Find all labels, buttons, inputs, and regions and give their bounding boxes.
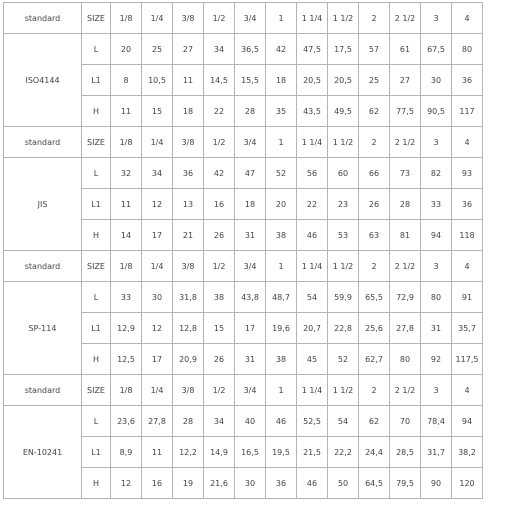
standard-header-cell: standard [4, 127, 82, 158]
dimension-value-cell: 12,9 [111, 313, 142, 344]
dimension-value-cell: 92 [421, 344, 452, 375]
dimension-label-cell: H [82, 96, 111, 127]
dimension-value-cell: 36 [173, 158, 204, 189]
table-wrapper [3, 2, 483, 499]
dimension-value-cell: 11 [142, 437, 173, 468]
dimension-value-cell: 20,9 [173, 344, 204, 375]
dimension-value-cell: 52 [266, 158, 297, 189]
table-row [4, 34, 483, 65]
dimension-label-cell: L1 [82, 189, 111, 220]
dimension-value-cell: 43,5 [297, 96, 328, 127]
dimension-value-cell: 14,5 [204, 65, 235, 96]
dimension-value-cell: 22 [204, 96, 235, 127]
size-value-cell: 4 [452, 3, 483, 34]
size-value-cell: 1 1/4 [297, 251, 328, 282]
size-value-cell: 1 1/4 [297, 127, 328, 158]
size-value-cell: 2 1/2 [390, 3, 421, 34]
dimension-value-cell: 30 [235, 468, 266, 499]
dimension-value-cell: 54 [328, 406, 359, 437]
dimension-value-cell: 11 [111, 189, 142, 220]
size-value-cell: 1 [266, 3, 297, 34]
dimension-value-cell: 47,5 [297, 34, 328, 65]
dimension-value-cell: 28 [390, 189, 421, 220]
dimension-value-cell: 50 [328, 468, 359, 499]
size-value-cell: 2 [359, 3, 390, 34]
dimension-value-cell: 65,5 [359, 282, 390, 313]
dimension-value-cell: 23 [328, 189, 359, 220]
dimension-value-cell: 34 [204, 406, 235, 437]
dimension-value-cell: 15,5 [235, 65, 266, 96]
size-value-cell: 1/8 [111, 251, 142, 282]
dimension-value-cell: 20,7 [297, 313, 328, 344]
dimension-value-cell: 32 [111, 158, 142, 189]
dimension-value-cell: 14,9 [204, 437, 235, 468]
dimension-value-cell: 31,8 [173, 282, 204, 313]
size-value-cell: 3/4 [235, 127, 266, 158]
size-value-cell: 1/4 [142, 3, 173, 34]
dimension-value-cell: 60 [328, 158, 359, 189]
dimension-value-cell: 8 [111, 65, 142, 96]
dimension-value-cell: 81 [390, 220, 421, 251]
dimension-value-cell: 28 [235, 96, 266, 127]
dimension-value-cell: 117 [452, 96, 483, 127]
dimension-value-cell: 11 [111, 96, 142, 127]
dimension-value-cell: 63 [359, 220, 390, 251]
dimension-label-cell: L1 [82, 313, 111, 344]
standard-name-cell: SP-114 [4, 282, 82, 375]
size-value-cell: 1/2 [204, 251, 235, 282]
size-value-cell: 2 1/2 [390, 127, 421, 158]
dimension-value-cell: 67,5 [421, 34, 452, 65]
dimension-value-cell: 36 [452, 65, 483, 96]
dimension-value-cell: 66 [359, 158, 390, 189]
dimension-value-cell: 42 [266, 34, 297, 65]
size-value-cell: 1/4 [142, 251, 173, 282]
dimension-value-cell: 49,5 [328, 96, 359, 127]
dimension-value-cell: 53 [328, 220, 359, 251]
dimension-value-cell: 31 [235, 220, 266, 251]
dimension-value-cell: 23,6 [111, 406, 142, 437]
size-value-cell: 1 1/4 [297, 375, 328, 406]
size-value-cell: 2 1/2 [390, 375, 421, 406]
dimension-value-cell: 20,5 [328, 65, 359, 96]
dimension-value-cell: 25,6 [359, 313, 390, 344]
size-value-cell: 4 [452, 127, 483, 158]
dimension-value-cell: 79,5 [390, 468, 421, 499]
dimension-value-cell: 16 [142, 468, 173, 499]
dimension-value-cell: 19 [173, 468, 204, 499]
size-value-cell: 3/8 [173, 251, 204, 282]
dimension-value-cell: 93 [452, 158, 483, 189]
size-value-cell: 3 [421, 3, 452, 34]
size-header-cell: SIZE [82, 127, 111, 158]
standard-header-cell: standard [4, 3, 82, 34]
dimension-value-cell: 18 [235, 189, 266, 220]
dimension-value-cell: 117,5 [452, 344, 483, 375]
size-value-cell: 1 [266, 127, 297, 158]
dimension-value-cell: 17 [142, 344, 173, 375]
dimension-value-cell: 21 [173, 220, 204, 251]
dimension-value-cell: 15 [142, 96, 173, 127]
dimension-value-cell: 26 [204, 344, 235, 375]
dimension-value-cell: 12 [111, 468, 142, 499]
size-value-cell: 2 [359, 375, 390, 406]
dimension-value-cell: 35,7 [452, 313, 483, 344]
dimension-value-cell: 13 [173, 189, 204, 220]
dimension-value-cell: 20 [111, 34, 142, 65]
dimension-value-cell: 43,8 [235, 282, 266, 313]
dimension-value-cell: 52,5 [297, 406, 328, 437]
dimension-value-cell: 42 [204, 158, 235, 189]
dimension-value-cell: 22,2 [328, 437, 359, 468]
dimension-value-cell: 38 [204, 282, 235, 313]
dimension-label-cell: L [82, 34, 111, 65]
size-value-cell: 3 [421, 375, 452, 406]
dimension-value-cell: 17 [235, 313, 266, 344]
size-value-cell: 1/8 [111, 127, 142, 158]
dimension-value-cell: 25 [142, 34, 173, 65]
dimension-value-cell: 82 [421, 158, 452, 189]
size-value-cell: 1 1/2 [328, 127, 359, 158]
dimension-value-cell: 28,5 [390, 437, 421, 468]
dimension-value-cell: 19,6 [266, 313, 297, 344]
dimension-value-cell: 12,5 [111, 344, 142, 375]
size-value-cell: 1 1/2 [328, 251, 359, 282]
dimension-value-cell: 22,8 [328, 313, 359, 344]
size-value-cell: 1/4 [142, 375, 173, 406]
size-value-cell: 3 [421, 251, 452, 282]
dimension-value-cell: 12,8 [173, 313, 204, 344]
dimension-value-cell: 26 [204, 220, 235, 251]
dimension-value-cell: 28 [173, 406, 204, 437]
size-value-cell: 1 1/2 [328, 375, 359, 406]
dimension-value-cell: 47 [235, 158, 266, 189]
size-header-row [4, 3, 483, 34]
dimension-value-cell: 62 [359, 406, 390, 437]
dimension-value-cell: 34 [204, 34, 235, 65]
size-value-cell: 1/2 [204, 127, 235, 158]
dimension-value-cell: 73 [390, 158, 421, 189]
dimension-value-cell: 30 [421, 65, 452, 96]
dimension-value-cell: 24,4 [359, 437, 390, 468]
dimension-label-cell: L [82, 282, 111, 313]
dimension-value-cell: 20 [266, 189, 297, 220]
size-value-cell: 1 1/4 [297, 3, 328, 34]
dimension-value-cell: 8,9 [111, 437, 142, 468]
dimension-value-cell: 11 [173, 65, 204, 96]
dimension-value-cell: 27 [390, 65, 421, 96]
dimension-value-cell: 12,2 [173, 437, 204, 468]
dimension-value-cell: 94 [421, 220, 452, 251]
dimension-value-cell: 27 [173, 34, 204, 65]
dimension-value-cell: 34 [142, 158, 173, 189]
dimension-value-cell: 45 [297, 344, 328, 375]
dimension-value-cell: 118 [452, 220, 483, 251]
dimension-value-cell: 17,5 [328, 34, 359, 65]
dimension-value-cell: 12 [142, 313, 173, 344]
dimension-value-cell: 56 [297, 158, 328, 189]
dimension-value-cell: 19,5 [266, 437, 297, 468]
dimension-label-cell: H [82, 468, 111, 499]
size-header-row [4, 127, 483, 158]
dimension-label-cell: L1 [82, 437, 111, 468]
dimension-value-cell: 22 [297, 189, 328, 220]
size-value-cell: 4 [452, 375, 483, 406]
standard-name-cell: ISO4144 [4, 34, 82, 127]
dimension-value-cell: 59,9 [328, 282, 359, 313]
dimension-value-cell: 36,5 [235, 34, 266, 65]
dimension-value-cell: 38 [266, 344, 297, 375]
size-value-cell: 3/4 [235, 3, 266, 34]
dimension-value-cell: 33 [421, 189, 452, 220]
dimension-value-cell: 18 [266, 65, 297, 96]
dimension-value-cell: 30 [142, 282, 173, 313]
size-value-cell: 1 [266, 375, 297, 406]
size-value-cell: 1/8 [111, 3, 142, 34]
dimension-value-cell: 46 [297, 468, 328, 499]
dimension-value-cell: 31 [235, 344, 266, 375]
dimension-value-cell: 77,5 [390, 96, 421, 127]
size-value-cell: 4 [452, 251, 483, 282]
dimension-value-cell: 21,5 [297, 437, 328, 468]
size-value-cell: 2 [359, 127, 390, 158]
dimension-value-cell: 62 [359, 96, 390, 127]
dimension-value-cell: 15 [204, 313, 235, 344]
size-value-cell: 1 [266, 251, 297, 282]
dimension-value-cell: 36 [266, 468, 297, 499]
size-value-cell: 3/8 [173, 127, 204, 158]
dimension-value-cell: 46 [297, 220, 328, 251]
standard-header-cell: standard [4, 375, 82, 406]
dimension-value-cell: 12 [142, 189, 173, 220]
dimension-value-cell: 120 [452, 468, 483, 499]
dimension-value-cell: 52 [328, 344, 359, 375]
dimension-value-cell: 61 [390, 34, 421, 65]
dimension-value-cell: 38 [266, 220, 297, 251]
dimension-value-cell: 27,8 [390, 313, 421, 344]
dimension-value-cell: 57 [359, 34, 390, 65]
dimension-value-cell: 90,5 [421, 96, 452, 127]
dimension-value-cell: 62,7 [359, 344, 390, 375]
dimension-value-cell: 27,8 [142, 406, 173, 437]
size-header-row [4, 375, 483, 406]
dimension-value-cell: 40 [235, 406, 266, 437]
table-row [4, 282, 483, 313]
dimension-table [3, 2, 483, 499]
standard-header-cell: standard [4, 251, 82, 282]
dimension-value-cell: 80 [390, 344, 421, 375]
dimension-value-cell: 20,5 [297, 65, 328, 96]
dimension-value-cell: 38,2 [452, 437, 483, 468]
dimension-value-cell: 16,5 [235, 437, 266, 468]
size-value-cell: 3/4 [235, 251, 266, 282]
dimension-value-cell: 21,6 [204, 468, 235, 499]
dimension-value-cell: 33 [111, 282, 142, 313]
dimension-value-cell: 16 [204, 189, 235, 220]
dimension-value-cell: 90 [421, 468, 452, 499]
dimension-value-cell: 10,5 [142, 65, 173, 96]
size-value-cell: 2 1/2 [390, 251, 421, 282]
dimension-value-cell: 25 [359, 65, 390, 96]
dimension-label-cell: H [82, 220, 111, 251]
dimension-value-cell: 14 [111, 220, 142, 251]
dimension-value-cell: 36 [452, 189, 483, 220]
dimension-value-cell: 48,7 [266, 282, 297, 313]
dimension-value-cell: 31 [421, 313, 452, 344]
size-value-cell: 3/8 [173, 3, 204, 34]
dimension-label-cell: L [82, 158, 111, 189]
standard-name-cell: JIS [4, 158, 82, 251]
dimension-value-cell: 26 [359, 189, 390, 220]
size-header-cell: SIZE [82, 251, 111, 282]
dimension-value-cell: 94 [452, 406, 483, 437]
size-value-cell: 1 1/2 [328, 3, 359, 34]
dimension-value-cell: 17 [142, 220, 173, 251]
dimension-value-cell: 31,7 [421, 437, 452, 468]
size-value-cell: 3 [421, 127, 452, 158]
dimension-value-cell: 64,5 [359, 468, 390, 499]
dimension-value-cell: 78,4 [421, 406, 452, 437]
dimension-value-cell: 18 [173, 96, 204, 127]
dimension-value-cell: 70 [390, 406, 421, 437]
dimension-value-cell: 72,9 [390, 282, 421, 313]
dimension-value-cell: 46 [266, 406, 297, 437]
dimension-label-cell: L1 [82, 65, 111, 96]
dimension-value-cell: 35 [266, 96, 297, 127]
dimension-value-cell: 80 [421, 282, 452, 313]
size-header-cell: SIZE [82, 375, 111, 406]
dimension-label-cell: H [82, 344, 111, 375]
size-value-cell: 1/4 [142, 127, 173, 158]
size-value-cell: 1/2 [204, 3, 235, 34]
dimension-label-cell: L [82, 406, 111, 437]
table-row [4, 158, 483, 189]
size-value-cell: 1/8 [111, 375, 142, 406]
size-value-cell: 2 [359, 251, 390, 282]
dimension-value-cell: 80 [452, 34, 483, 65]
standard-name-cell: EN-10241 [4, 406, 82, 499]
dimension-value-cell: 91 [452, 282, 483, 313]
size-header-cell: SIZE [82, 3, 111, 34]
size-header-row [4, 251, 483, 282]
size-value-cell: 1/2 [204, 375, 235, 406]
size-value-cell: 3/8 [173, 375, 204, 406]
table-row [4, 406, 483, 437]
size-value-cell: 3/4 [235, 375, 266, 406]
dimension-value-cell: 54 [297, 282, 328, 313]
